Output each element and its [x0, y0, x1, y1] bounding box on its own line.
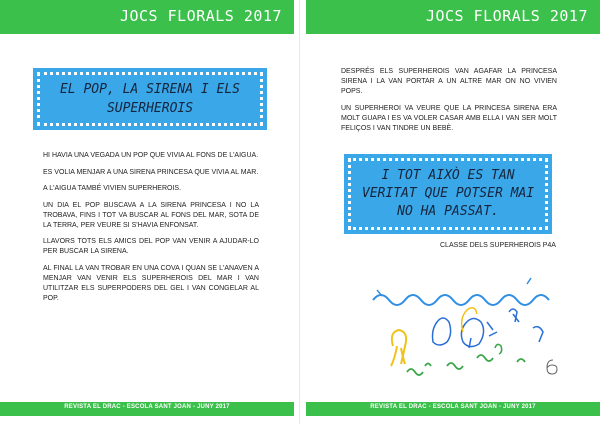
story-body-left	[43, 151, 259, 310]
paragraph: HI HAVIA UNA VEGADA UN POP QUE VIVIA AL FONS DE L'AIGUA.	[43, 152, 259, 159]
footer-text: REVISTA EL DRAC - ESCOLA SANT JOAN - JUNY 2017	[64, 404, 230, 410]
closing-stamp	[348, 158, 548, 230]
paragraph: UN DIA EL POP BUSCAVA A LA SIRENA PRINCESA I NO LA TROBAVA, FINS I TOT VA BUSCAR AL FONS DEL MAR, SOTA DE LA TERRA, PER VEURE SI S'HAVIA ENFONSAT.	[43, 201, 259, 229]
paragraph: A L'AIGUA TAMBÉ VIVIEN SUPERHEROIS.	[43, 185, 182, 192]
story-title: EL POP, LA SIRENA I ELS SUPERHEROIS	[59, 82, 240, 116]
paragraph: LLAVORS TOTS ELS AMICS DEL POP VAN VENIR A AJUDAR-LO PER BUSCAR LA SIRENA.	[43, 238, 259, 255]
footer-bar	[0, 402, 294, 416]
story-body-right	[341, 67, 557, 140]
paragraph: DESPRÉS ELS SUPERHEROIS VAN AGAFAR LA PRINCESA SIRENA I LA VAN PORTAR A UN ALTRE MAR ON NO VIVIEN POPS.	[341, 68, 557, 95]
header-title: JOCS FLORALS 2017	[119, 7, 282, 25]
closing-text: I TOT AIXÒ ES TAN VERITAT QUE POTSER MAI NO HA PASSAT.	[361, 168, 535, 219]
story-title-stamp	[37, 72, 263, 126]
paragraph: AL FINAL LA VAN TROBAR EN UNA COVA I QUAN SE L'ANAVEN A MENJAR VAN VENIR ELS SUPERHEROIS DEL MAR I VAN UTILITZAR ELS SUPERPODERS DEL GEL I VAN CONGELAR AL POP.	[43, 264, 259, 302]
header-title: JOCS FLORALS 2017	[425, 7, 588, 25]
footer-bar	[306, 402, 600, 416]
paragraph: ES VOLIA MENJAR A UNA SIRENA PRINCESA QUE VIVIA AL MAR.	[43, 168, 259, 176]
child-drawing	[367, 262, 563, 386]
footer-text: REVISTA EL DRAC - ESCOLA SANT JOAN - JUNY 2017	[370, 404, 536, 410]
paragraph: UN SUPERHEROI VA VEURE QUE LA PRINCESA SIRENA ERA MOLT GUAPA I ES VA VOLER CASAR AMB ELLA I VAN SER MOLT FELIÇOS I VAN TINDRE UN BEBÈ.	[341, 104, 557, 132]
class-signature: CLASSE DELS SUPERHEROIS P4A	[440, 242, 556, 249]
header-bar	[0, 0, 294, 34]
header-bar	[306, 0, 600, 34]
